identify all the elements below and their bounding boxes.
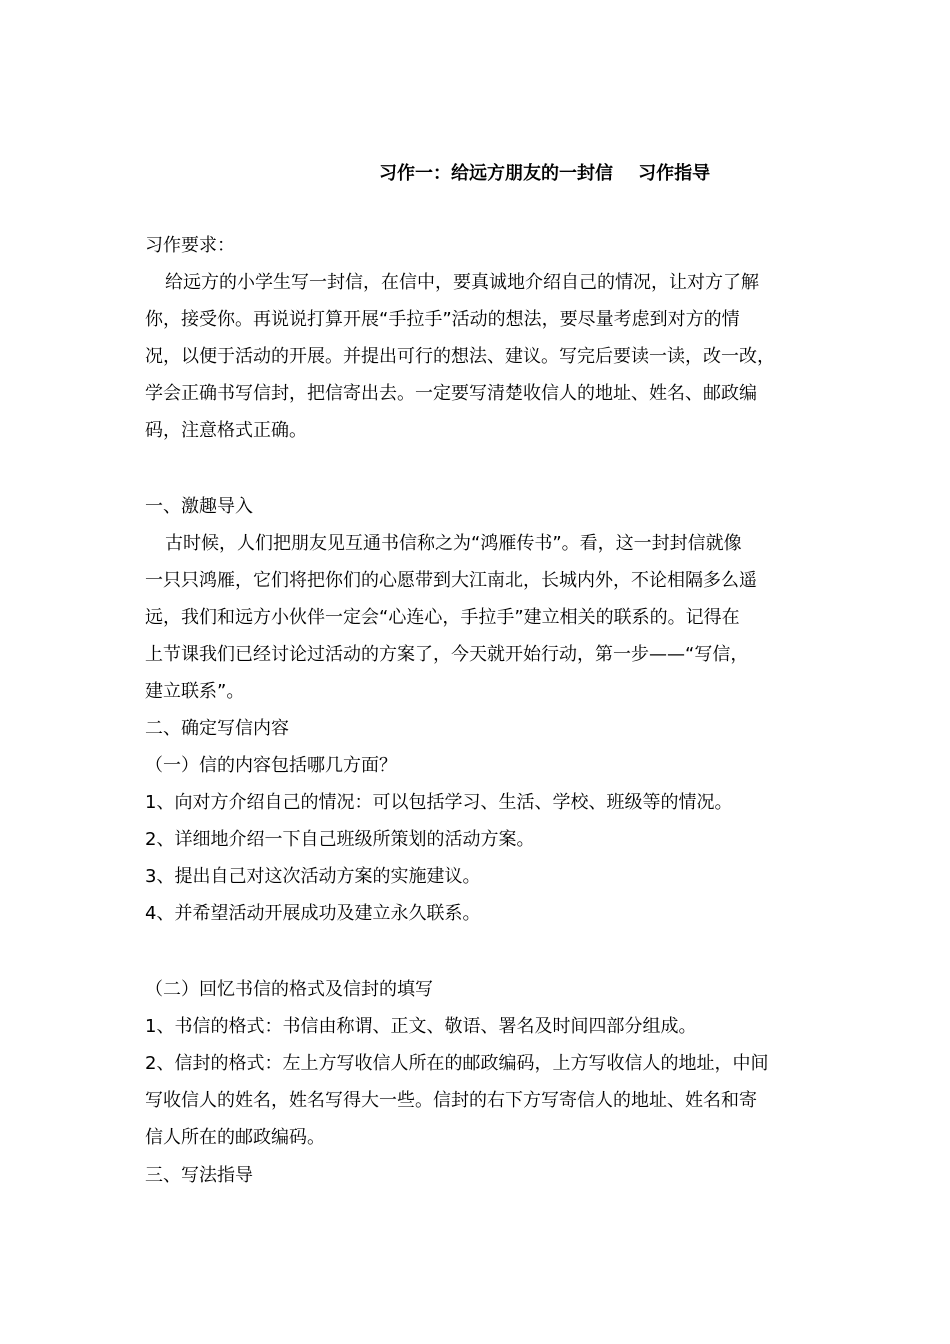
requirements-line: 况，以便于活动的开展。并提出可行的想法、建议。写完后要读一读，改一改， xyxy=(145,346,775,367)
requirements-line: 你，接受你。再说说打算开展“手拉手”活动的想法，要尽量考虑到对方的情 xyxy=(145,309,740,330)
section-1-line: 古时候，人们把朋友见互通书信称之为“鸿雁传书”。看，这一封封信就像 xyxy=(165,533,742,554)
section-2-sub2-line: 信人所在的邮政编码。 xyxy=(145,1127,325,1148)
list-item: 4、并希望活动开展成功及建立永久联系。 xyxy=(145,903,481,924)
section-1-line: 建立联系”。 xyxy=(145,681,245,702)
requirements-line: 学会正确书写信封，把信寄出去。一定要写清楚收信人的地址、姓名、邮政编 xyxy=(145,383,757,404)
section-1-line: 一只只鸿雁，它们将把你们的心愿带到大江南北，长城内外，不论相隔多么遥 xyxy=(145,570,757,591)
section-1-line: 远，我们和远方小伙伴一定会“心连心，手拉手”建立相关的联系的。记得在 xyxy=(145,607,740,628)
list-item: 1、向对方介绍自己的情况：可以包括学习、生活、学校、班级等的情况。 xyxy=(145,792,733,813)
requirements-line: 码，注意格式正确。 xyxy=(145,420,307,441)
list-item: 2、详细地介绍一下自己班级所策划的活动方案。 xyxy=(145,829,535,850)
section-2-sub1-heading: （一）信的内容包括哪几方面？ xyxy=(145,755,397,776)
requirements-line: 给远方的小学生写一封信，在信中，要真诚地介绍自己的情况，让对方了解 xyxy=(165,272,759,293)
section-3-heading: 三、写法指导 xyxy=(145,1165,253,1186)
section-1-heading: 一、激趣导入 xyxy=(145,496,253,517)
section-2-heading: 二、确定写信内容 xyxy=(145,718,289,739)
section-2-sub2-line: 2、信封的格式：左上方写收信人所在的邮政编码，上方写收信人的地址，中间 xyxy=(145,1053,769,1074)
requirements-heading: 习作要求： xyxy=(145,235,235,256)
section-2-sub2-line: 写收信人的姓名，姓名写得大一些。信封的右下方写寄信人的地址、姓名和寄 xyxy=(145,1090,757,1111)
section-1-line: 上节课我们已经讨论过活动的方案了，今天就开始行动，第一步——“写信， xyxy=(145,644,749,665)
section-2-sub2-line: 1、书信的格式：书信由称谓、正文、敬语、署名及时间四部分组成。 xyxy=(145,1016,697,1037)
section-2-sub2-heading: （二）回忆书信的格式及信封的填写 xyxy=(145,979,433,1000)
document-title: 习作一：给远方朋友的一封信 习作指导 xyxy=(379,163,711,184)
list-item: 3、提出自己对这次活动方案的实施建议。 xyxy=(145,866,481,887)
